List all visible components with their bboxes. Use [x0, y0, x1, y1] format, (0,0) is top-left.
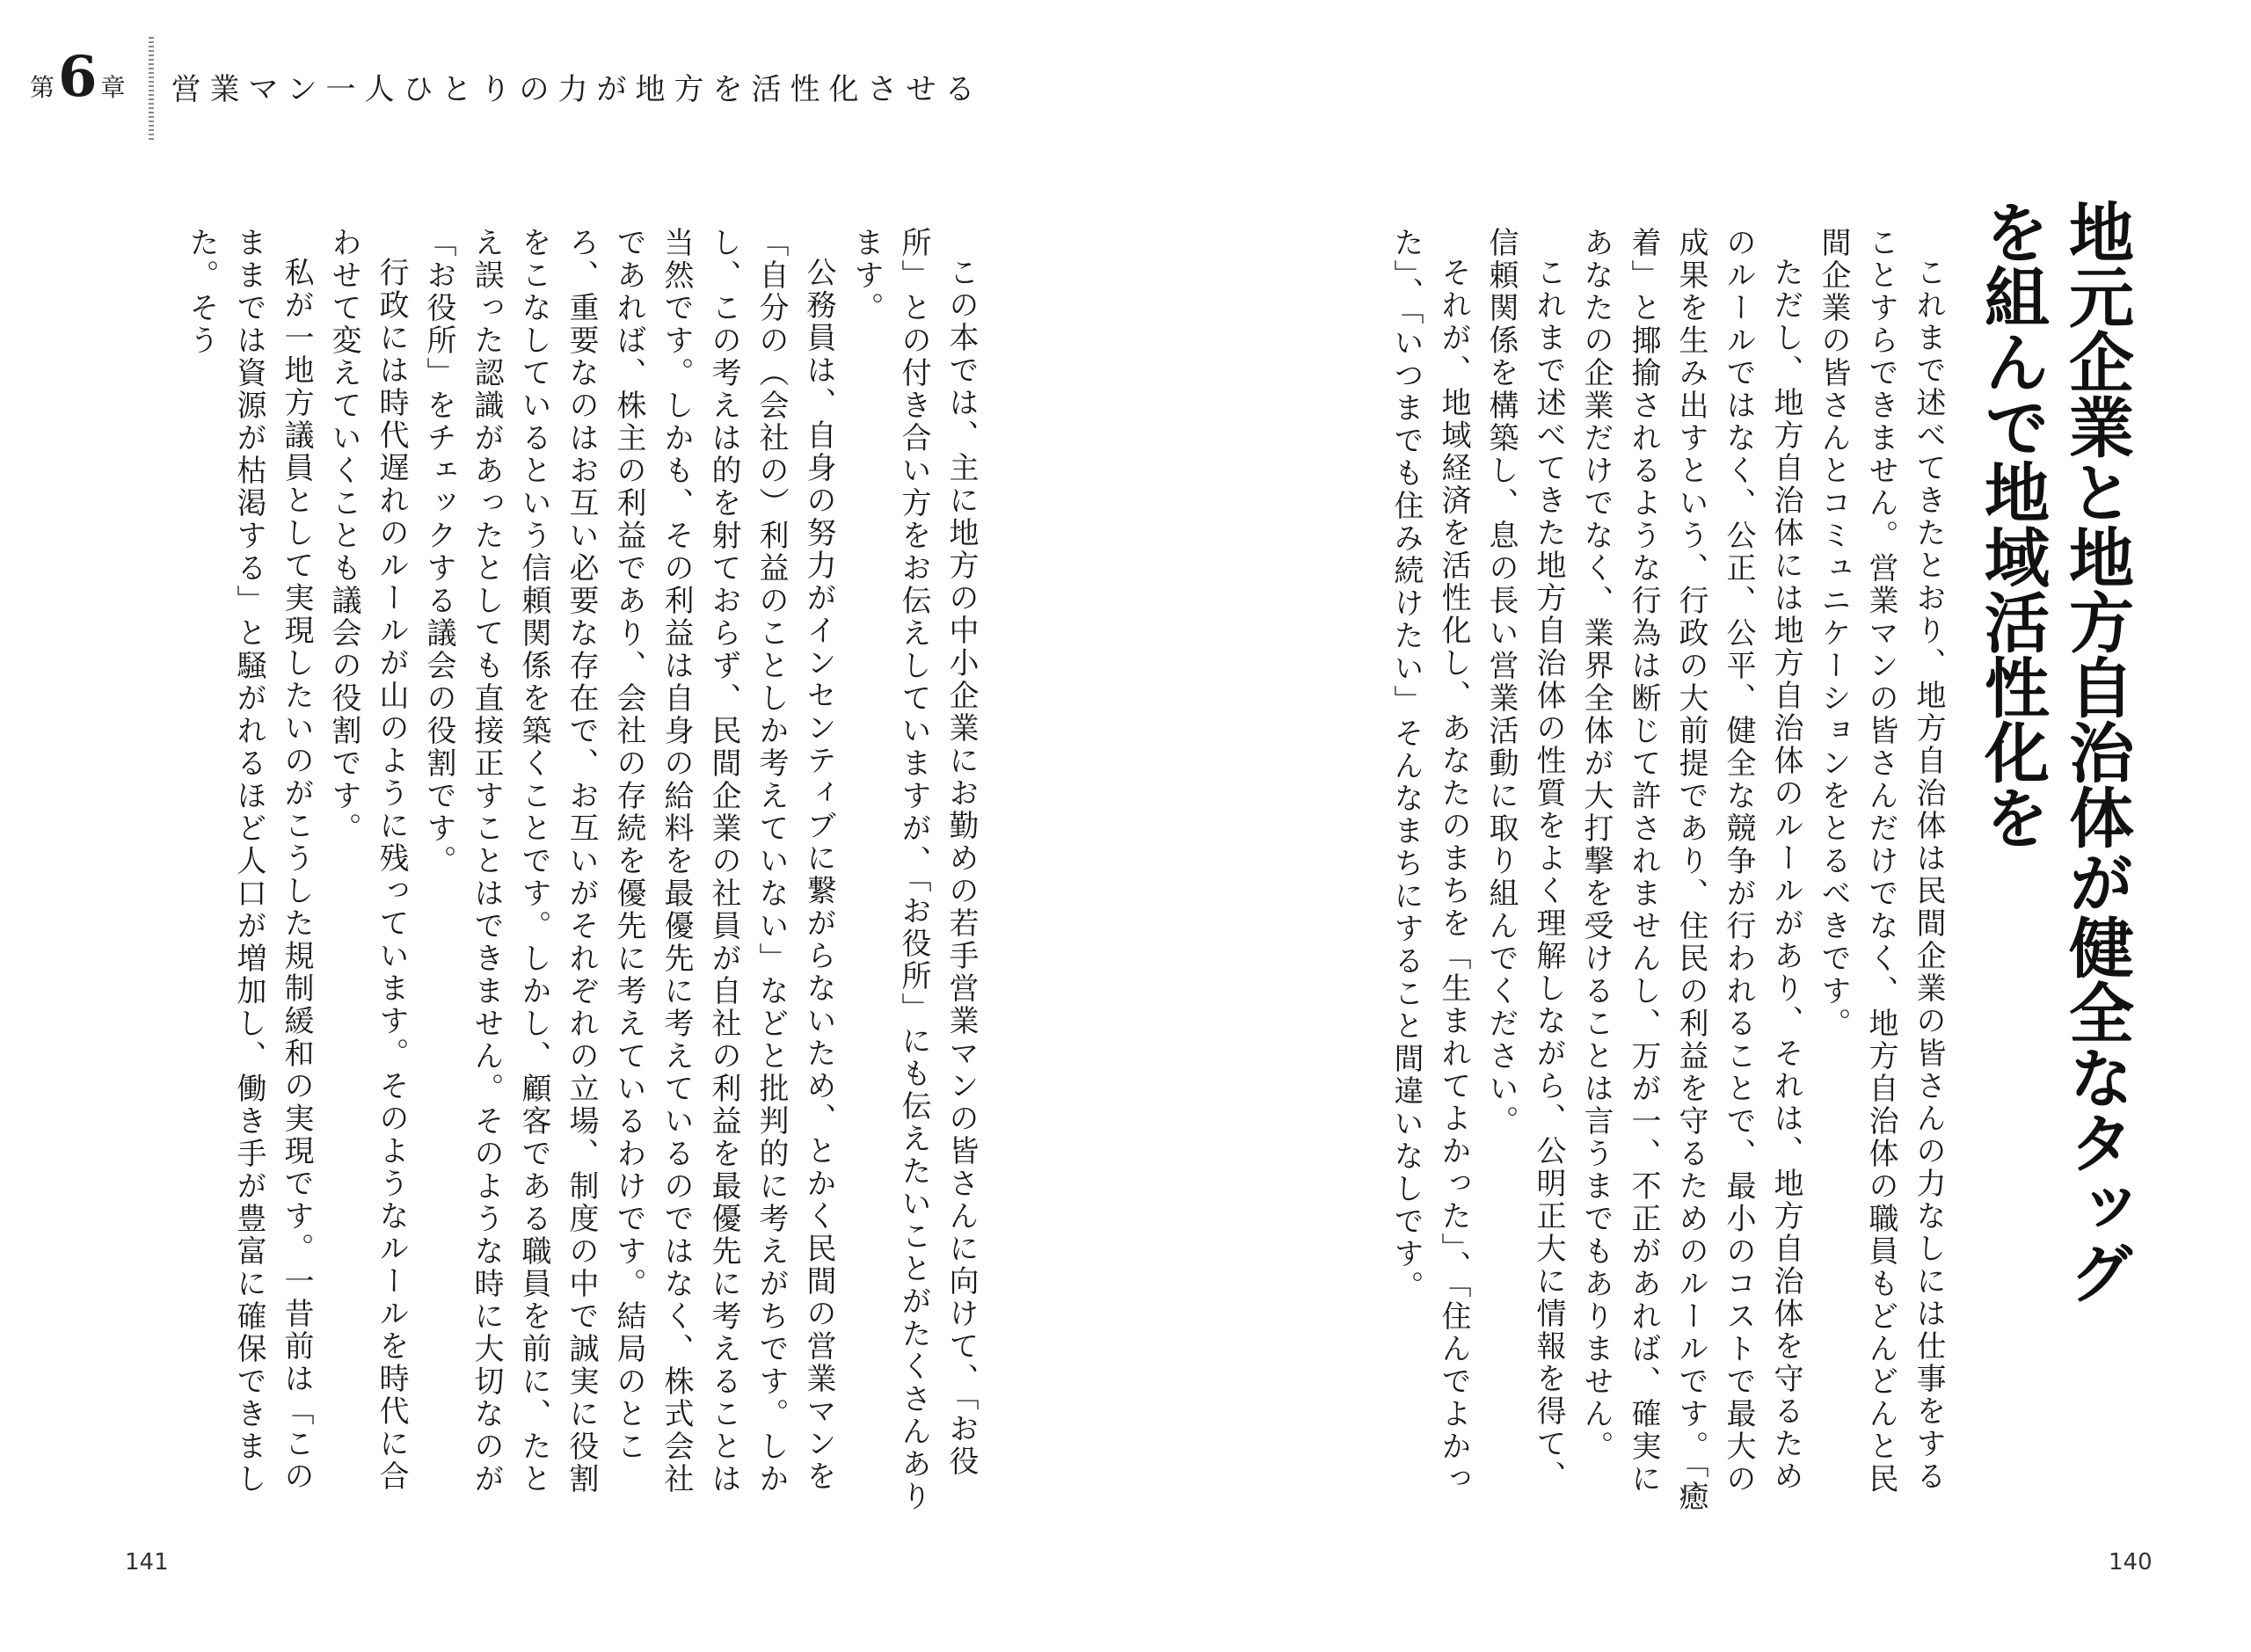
chapter-prefix: 第: [30, 73, 55, 102]
page-number-left: 141: [125, 1549, 169, 1576]
left-paragraph-1: この本では、主に地方の中小企業にお勤めの若手営業マンの皆さんに向けて、「お役所」との付き合い方をお伝えしていますが、「お役所」にも伝えたいことがたくさんあります。: [849, 227, 979, 1513]
right-paragraph-1: これまで述べてきたとおり、地方自治体は民間企業の皆さんの力なしには仕事をすることすらできません。営業マンの皆さんだけでなく、地方自治体の職員もどんどんと民間企業の皆さんとコミュニケーションをとるべきです。: [1816, 227, 1946, 1496]
right-paragraph-4: それが、地域経済を活性化し、あなたのまちを「生まれてよかった」、「住んでよかった」、「いつまでも住み続けたい」そんなまちにすること間違いなしです。: [1388, 227, 1471, 1496]
header-divider: [149, 37, 154, 141]
right-paragraph-2: ただし、地方自治体には地方自治体のルールがあり、それは、地方自治体を守るためのルールではなく、公正、公平、健全な競争が行われることで、最小のコストで最大の成果を生み出すという、行政の大前提であり、住民の利益を守るためのルールです。「癒着」と揶揄されるような行為は断じて許されませんし、万が一、不正があれば、確実にあなたの企業だけでなく、業界全体が大打撃を受けることは言うまでもありません。: [1578, 227, 1803, 1513]
chapter-number: 6: [58, 44, 98, 110]
right-paragraph-3: これまで述べてきた地方自治体の性質をよく理解しながら、公明正大に情報を得て、信頼関係を構築し、息の長い営業活動に取り組んでください。: [1483, 227, 1566, 1493]
right-page-body: [1301, 227, 1952, 1519]
section-heading: 地元企業と地方自治体が健全なタッグを組んで地域活性化を: [1974, 199, 2134, 1305]
page-number-right: 140: [2109, 1549, 2153, 1576]
left-paragraph-4: 私が一地方議員として実現したいのがこうした規制緩和の実現です。一昔前は「このままでは資源が枯渇する」と騒がれるほど人口が増加し、働き手が豊富に確保できました。そう: [184, 227, 314, 1496]
left-page-body: [106, 227, 985, 1519]
left-paragraph-3: 行政には時代遅れのルールが山のように残っています。そのようなルールを時代に合わせて変えていくことも議会の役割です。: [326, 227, 409, 1493]
running-header: [30, 44, 984, 155]
left-paragraph-2: 公務員は、自身の努力がインセンティブに繋がらないため、とかく民間の営業マンを「自分の（会社の）利益のことしか考えていない」などと批判的に考えがちです。しかし、この考えは的を射ておらず、民間企業の社員が自社の利益を最優先に考えることは当然です。しかも、その利益は自身の給料を最優先に考えているのではなく、株式会社であれば、株主の利益であり、会社の存続を優先に考えているわけです。結局のところ、重要なのはお互い必要な存在で、お互いがそれぞれの立場、制度の中で誠実に役割をこなしているという信頼関係を築くことです。しかし、顧客である職員を前に、たとえ誤った認識があったとしても直接正すことはできません。そのような時に大切なのが「お役所」をチェックする議会の役割です。: [421, 227, 836, 1496]
chapter-title: 営業マン一人ひとりの力が地方を活性化させる: [171, 72, 984, 107]
chapter-tag: [30, 44, 126, 110]
chapter-suffix: 章: [100, 73, 126, 102]
